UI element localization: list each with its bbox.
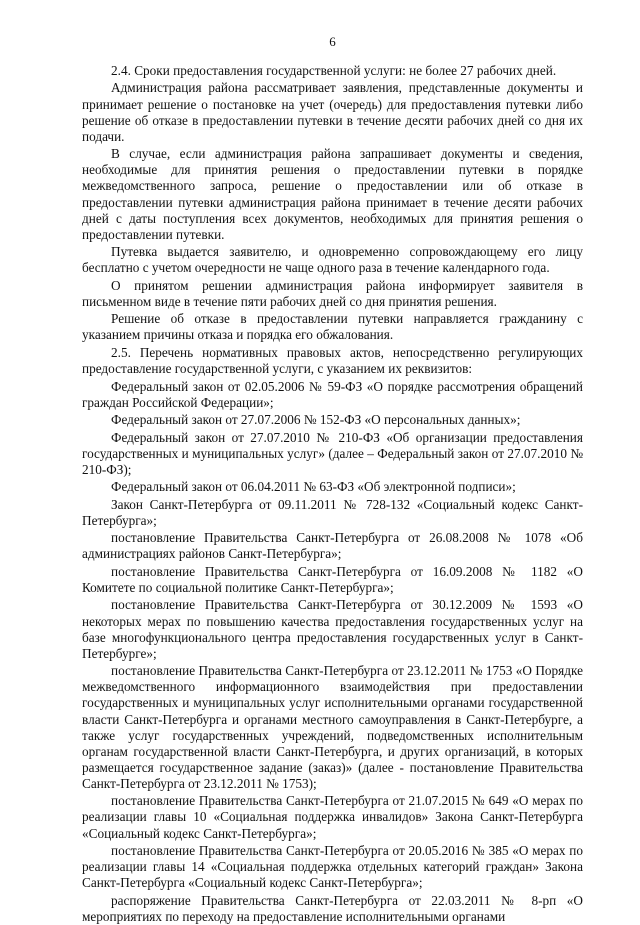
paragraph: Решение об отказе в предоставлении путевки направляется гражданину с указанием причины отказа и порядка его обжалования. bbox=[82, 311, 583, 343]
paragraph: постановление Правительства Санкт-Петербурга от 23.12.2011 № 1753 «О Порядке межведомственного информационного взаимодействия при предоставлении государственных и муниципальных услуг исполнительными органами государственной власти Санкт-Петербурга и органами местного самоуправления в Санкт-Петербурге, а также услуг государственных учреждений, подведомственных исполнительным органам государственной власти Санкт-Петербурга, и других организаций, в которых размещается государственное задание (заказ)» (далее - постановление Правительства Санкт-Петербурга от 23.12.2011 № 1753); bbox=[82, 663, 583, 791]
paragraph: Закон Санкт-Петербурга от 09.11.2011 № 728-132 «Социальный кодекс Санкт-Петербурга»; bbox=[82, 496, 583, 528]
paragraph: постановление Правительства Санкт-Петербурга от 26.08.2008 № 1078 «Об администрациях районов Санкт-Петербурга»; bbox=[82, 530, 583, 562]
paragraph: Федеральный закон от 06.04.2011 № 63-ФЗ «Об электронной подписи»; bbox=[111, 479, 516, 495]
paragraph: Федеральный закон от 27.07.2006 № 152-ФЗ «О персональных данных»; bbox=[111, 412, 521, 428]
paragraph: распоряжение Правительства Санкт-Петербурга от 22.03.2011 № 8-рп «О мероприятиях по переходу на предоставление исполнительными органами bbox=[82, 892, 583, 924]
paragraph: Администрация района рассматривает заявления, представленные документы и принимает решение о постановке на учет (очередь) для предоставления путевки либо решение об отказе в предоставлении путевки в течение десяти рабочих дней со дня их подачи. bbox=[82, 80, 583, 144]
paragraph: постановление Правительства Санкт-Петербурга от 21.07.2015 № 649 «О мерах по реализации главы 10 «Социальная поддержка инвалидов» Закона Санкт-Петербурга «Социальный кодекс Санкт-Петербурга»; bbox=[82, 793, 583, 841]
paragraph: постановление Правительства Санкт-Петербурга от 30.12.2009 № 1593 «О некоторых мерах по повышению качества предоставления государственных услуг на базе многофункционального центра предоставления государственных услуг в Санкт-Петербурге»; bbox=[82, 597, 583, 661]
paragraph: постановление Правительства Санкт-Петербурга от 16.09.2008 № 1182 «О Комитете по социальной политике Санкт-Петербурга»; bbox=[82, 563, 583, 595]
paragraph: О принятом решении администрация района информирует заявителя в письменном виде в течение пяти рабочих дней со дня принятия решения. bbox=[82, 277, 583, 309]
paragraph: Федеральный закон от 27.07.2010 № 210-ФЗ «Об организации предоставления государственных и муниципальных услуг» (далее – Федеральный закон от 27.07.2010 № 210-ФЗ); bbox=[82, 429, 583, 477]
paragraph: 2.5. Перечень нормативных правовых актов, непосредственно регулирующих предоставление государственной услуги, с указанием их реквизитов: bbox=[82, 344, 583, 377]
paragraph: постановление Правительства Санкт-Петербурга от 20.05.2016 № 385 «О мерах по реализации главы 14 «Социальная поддержка отдельных категорий граждан» Закона Санкт-Петербурга «Социальный кодекс Санкт-Петербурга»; bbox=[82, 843, 583, 891]
paragraph: Путевка выдается заявителю, и одновременно сопровождающему его лицу бесплатно с учетом очередности не чаще одного раза в течение календарного года. bbox=[82, 244, 583, 276]
paragraph: Федеральный закон от 02.05.2006 № 59-ФЗ «О порядке рассмотрения обращений граждан Российской Федерации»; bbox=[82, 378, 583, 410]
paragraph: В случае, если администрация района запрашивает документы и сведения, необходимые для принятия решения о предоставлении путевки в порядке межведомственного запроса, решение о предоставлении или об отказе в предоставлении путевки администрация района принимает в течение десяти рабочих дней с даты поступления всех документов, необходимых для принятия решения о предоставлении путевки. bbox=[82, 146, 583, 242]
paragraph: 2.4. Сроки предоставления государственной услуги: не более 27 рабочих дней. bbox=[111, 63, 557, 78]
page-number: 6 bbox=[329, 34, 336, 49]
document-body bbox=[82, 63, 583, 925]
